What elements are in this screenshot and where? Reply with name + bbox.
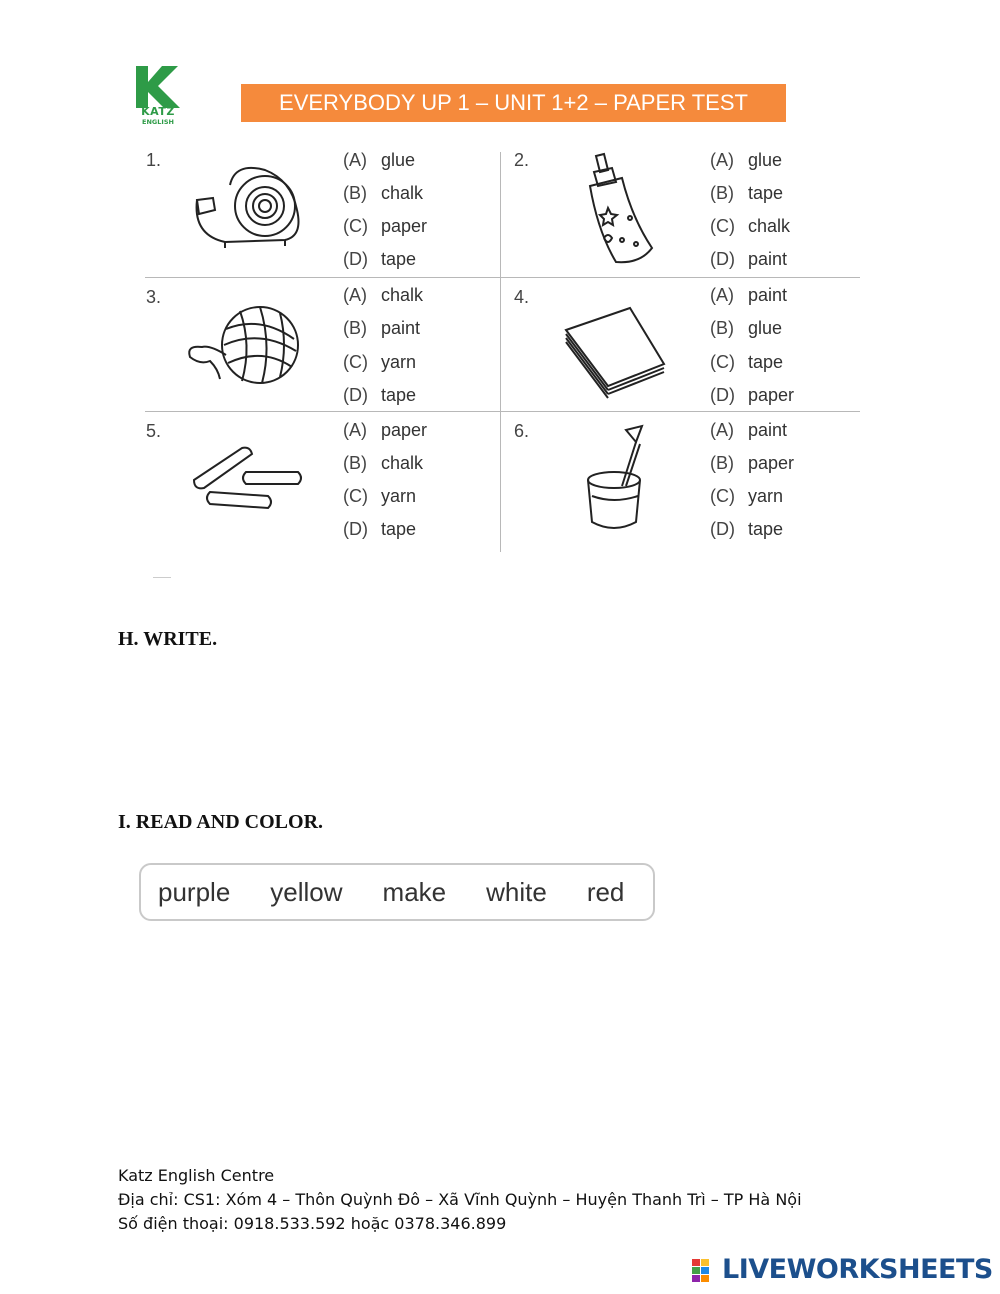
option[interactable]: (A) glue bbox=[343, 150, 416, 170]
option[interactable]: (B) chalk bbox=[343, 453, 424, 473]
logo-brand-sub: ENGLISH bbox=[142, 118, 174, 126]
katz-logo bbox=[134, 66, 182, 128]
test-title-banner: EVERYBODY UP 1 – UNIT 1+2 – PAPER TEST bbox=[241, 84, 786, 122]
option[interactable]: (C) yarn bbox=[343, 486, 417, 506]
liveworksheets-text: LIVEWORKSHEETS bbox=[722, 1254, 993, 1285]
logo-brand-name: KATZ bbox=[141, 105, 175, 118]
option[interactable]: (C) paper bbox=[343, 216, 428, 236]
question-number: 4. bbox=[514, 287, 530, 307]
katz-k-icon bbox=[134, 66, 180, 108]
word-purple: purple bbox=[158, 876, 231, 907]
liveworksheets-logo-icon bbox=[692, 1259, 718, 1283]
footer-address: Địa chỉ: CS1: Xóm 4 – Thôn Quỳnh Đô – Xã Vĩnh Quỳnh – Huyện Thanh Trì – TP Hà Nội bbox=[118, 1190, 802, 1209]
question-number: 3. bbox=[146, 287, 162, 307]
glue-bottle-icon bbox=[560, 148, 690, 268]
option[interactable]: (D) paint bbox=[710, 249, 788, 269]
option[interactable]: (D) tape bbox=[343, 249, 417, 269]
paint-pot-icon bbox=[560, 422, 690, 542]
word-white: white bbox=[486, 876, 547, 907]
grid-divider-vertical bbox=[500, 152, 501, 552]
tape-dispenser-icon bbox=[185, 140, 315, 260]
footer-phone: Số điện thoại: 0918.533.592 hoặc 0378.346.899 bbox=[118, 1214, 507, 1233]
grid-divider-row2 bbox=[145, 411, 860, 412]
option[interactable]: (C) chalk bbox=[710, 216, 791, 236]
question-number: 5. bbox=[146, 421, 162, 441]
section-h-heading: H. WRITE. bbox=[118, 628, 218, 650]
option[interactable]: (B) glue bbox=[710, 318, 783, 338]
option[interactable]: (C) yarn bbox=[343, 352, 417, 372]
word-red: red bbox=[586, 876, 625, 907]
paper-stack-icon bbox=[560, 290, 690, 410]
option[interactable]: (A) glue bbox=[710, 150, 783, 170]
option[interactable]: (B) paint bbox=[343, 318, 421, 338]
option[interactable]: (A) paper bbox=[343, 420, 428, 440]
option[interactable]: (A) paint bbox=[710, 285, 788, 305]
question-number: 2. bbox=[514, 150, 530, 170]
grid-divider-row1 bbox=[145, 277, 860, 278]
option[interactable]: (B) chalk bbox=[343, 183, 424, 203]
option[interactable]: (D) tape bbox=[343, 519, 417, 539]
footer-centre-name: Katz English Centre bbox=[118, 1166, 275, 1185]
option[interactable]: (C) yarn bbox=[710, 486, 784, 506]
word-yellow: yellow bbox=[270, 876, 343, 907]
option[interactable]: (C) tape bbox=[710, 352, 784, 372]
option[interactable]: (D) tape bbox=[710, 519, 784, 539]
question-number: 1. bbox=[146, 150, 162, 170]
divider-mark bbox=[153, 577, 171, 578]
liveworksheets-watermark bbox=[692, 1253, 992, 1287]
option[interactable]: (D) paper bbox=[710, 385, 795, 405]
word-make: make bbox=[382, 876, 447, 907]
option[interactable]: (B) tape bbox=[710, 183, 784, 203]
option[interactable]: (A) paint bbox=[710, 420, 788, 440]
option[interactable]: (A) chalk bbox=[343, 285, 424, 305]
question-number: 6. bbox=[514, 421, 530, 441]
chalk-sticks-icon bbox=[180, 420, 310, 540]
option[interactable]: (D) tape bbox=[343, 385, 417, 405]
color-word-box bbox=[139, 863, 655, 921]
option[interactable]: (B) paper bbox=[710, 453, 795, 473]
yarn-ball-icon bbox=[180, 285, 310, 405]
section-i-heading: I. READ AND COLOR. bbox=[118, 811, 324, 833]
